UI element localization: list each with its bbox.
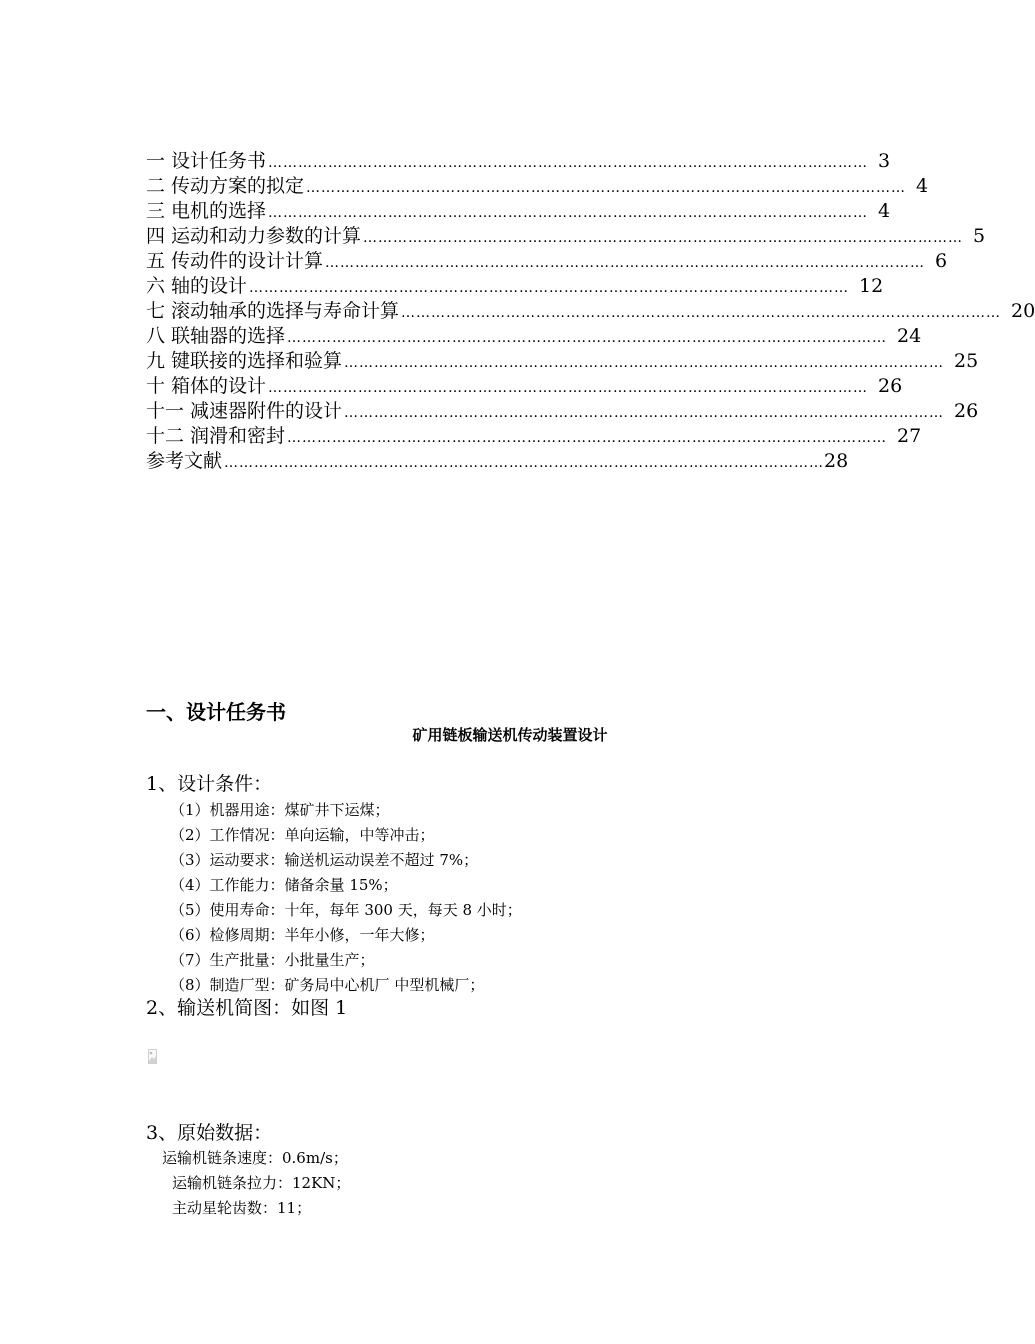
toc-entry[interactable] xyxy=(146,274,884,299)
toc-entry[interactable] xyxy=(146,449,849,474)
data-row: 运输机链条拉力：12KN； xyxy=(172,1174,351,1192)
toc-entry[interactable] xyxy=(146,399,979,424)
toc-leader-dots: ………………………………………………………………………………………………………… xyxy=(306,180,907,196)
list-item: （5）使用寿命：十年，每年 300 天，每天 8 小时； xyxy=(170,901,522,919)
toc-entry-label: 四 运动和动力参数的计算 xyxy=(146,225,362,247)
data-row: 运输机链条速度：0.6m/s； xyxy=(162,1149,348,1167)
toc-entry-page: 20 xyxy=(1011,300,1035,322)
toc-entry[interactable] xyxy=(146,324,922,349)
toc-entry-page: 4 xyxy=(878,200,891,222)
toc-entry-label: 参考文献 xyxy=(146,450,223,472)
toc-entry[interactable] xyxy=(146,224,986,249)
toc-leader-dots: ………………………………………………………………………………………………………… xyxy=(268,155,869,171)
toc-leader-dots: ………………………………………………………………………………………………………… xyxy=(363,230,964,246)
section-title: 一、设计任务书 xyxy=(146,700,286,724)
table-of-contents xyxy=(146,149,1035,474)
toc-entry-label: 一 设计任务书 xyxy=(146,150,267,172)
toc-entry[interactable] xyxy=(146,174,929,199)
data-heading: 3、原始数据： xyxy=(146,1122,273,1144)
toc-leader-dots: ………………………………………………………………………………………………………… xyxy=(249,280,850,296)
toc-entry-page: 5 xyxy=(973,225,986,247)
toc-entry-label: 八 联轴器的选择 xyxy=(146,325,286,347)
toc-leader-dots: ………………………………………………………………………………………………………… xyxy=(344,355,945,371)
toc-entry[interactable] xyxy=(146,424,922,449)
toc-entry[interactable] xyxy=(146,299,1035,324)
toc-entry-page: 3 xyxy=(878,150,891,172)
toc-leader-dots: ………………………………………………………………………………………………………… xyxy=(224,455,825,471)
broken-image-icon xyxy=(148,1049,157,1064)
toc-entry-label: 六 轴的设计 xyxy=(146,275,248,297)
toc-leader-dots: ………………………………………………………………………………………………………… xyxy=(344,405,945,421)
toc-entry-page: 12 xyxy=(859,275,884,297)
diagram-heading: 2、输送机简图：如图 1 xyxy=(146,997,348,1019)
conditions-list xyxy=(170,798,522,998)
list-item: （1）机器用途：煤矿井下运煤； xyxy=(170,801,390,819)
toc-leader-dots: ………………………………………………………………………………………………………… xyxy=(268,205,869,221)
toc-entry[interactable] xyxy=(146,199,891,224)
toc-entry-page: 25 xyxy=(954,350,979,372)
toc-entry-page: 28 xyxy=(824,450,849,472)
toc-leader-dots: ………………………………………………………………………………………………………… xyxy=(401,305,1002,321)
list-item: （4）工作能力：储备余量 15%； xyxy=(170,876,398,894)
toc-entry-label: 九 键联接的选择和验算 xyxy=(146,350,343,372)
toc-entry-label: 五 传动件的设计计算 xyxy=(146,250,324,272)
conditions-heading: 1、设计条件： xyxy=(146,773,273,795)
toc-entry-label: 十 箱体的设计 xyxy=(146,375,267,397)
toc-entry-page: 26 xyxy=(878,375,903,397)
toc-leader-dots: ………………………………………………………………………………………………………… xyxy=(325,255,926,271)
toc-entry[interactable] xyxy=(146,374,903,399)
toc-entry-label: 七 滚动轴承的选择与寿命计算 xyxy=(146,300,400,322)
toc-leader-dots: ………………………………………………………………………………………………………… xyxy=(287,430,888,446)
list-item: （2）工作情况：单向运输，中等冲击； xyxy=(170,826,435,844)
document-title: 矿用链板输送机传动装置设计 xyxy=(412,726,608,744)
toc-entry-label: 十一 减速器附件的设计 xyxy=(146,400,343,422)
toc-leader-dots: ………………………………………………………………………………………………………… xyxy=(268,380,869,396)
toc-entry-page: 27 xyxy=(897,425,922,447)
toc-entry[interactable] xyxy=(146,149,891,174)
toc-leader-dots: ………………………………………………………………………………………………………… xyxy=(287,330,888,346)
toc-entry[interactable] xyxy=(146,349,979,374)
list-item: （8）制造厂型：矿务局中心机厂 中型机械厂； xyxy=(170,976,485,994)
toc-entry-page: 24 xyxy=(897,325,922,347)
toc-entry-page: 4 xyxy=(916,175,929,197)
toc-entry-page: 6 xyxy=(935,250,948,272)
toc-entry-label: 二 传动方案的拟定 xyxy=(146,175,305,197)
list-item: （3）运动要求：输送机运动误差不超过 7%； xyxy=(170,851,479,869)
toc-entry-label: 十二 润滑和密封 xyxy=(146,425,286,447)
data-row: 主动星轮齿数：11； xyxy=(172,1199,312,1217)
toc-entry-label: 三 电机的选择 xyxy=(146,200,267,222)
list-item: （6）检修周期：半年小修，一年大修； xyxy=(170,926,435,944)
toc-entry[interactable] xyxy=(146,249,948,274)
list-item: （7）生产批量：小批量生产； xyxy=(170,951,375,969)
toc-entry-page: 26 xyxy=(954,400,979,422)
